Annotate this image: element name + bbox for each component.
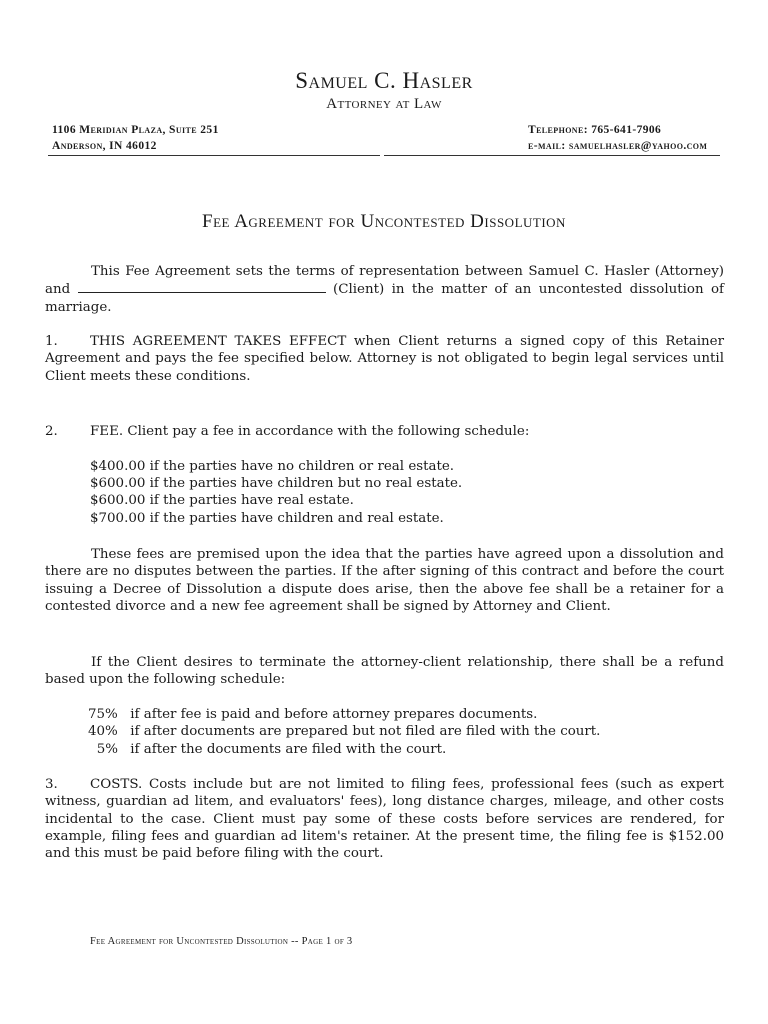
refund-schedule-item [88, 741, 446, 758]
fee-schedule-item: $700.00 if the parties have children and real estate. [90, 511, 444, 526]
document-title: Fee Agreement for Uncontested Dissolution [202, 211, 566, 232]
contact-block [528, 122, 707, 154]
section-1 [45, 333, 724, 385]
section-text: FEE. Client pay a fee in accordance with the following schedule: [90, 424, 530, 439]
intro-paragraph [45, 263, 724, 316]
refund-text: if after the documents are filed with the court. [130, 742, 447, 757]
fee-schedule-item: $600.00 if the parties have real estate. [90, 493, 354, 508]
refund-schedule-item [88, 706, 537, 723]
intro-text-part1: This Fee Agreement sets the terms of representation between Samuel C. Hasler (Attorney) and [45, 264, 724, 298]
telephone: Telephone: 765-641-7906 [528, 124, 662, 136]
refund-text: if after documents are prepared but not filed are filed with the court. [130, 724, 601, 739]
address-line-2: Anderson, IN 46012 [52, 140, 157, 152]
refund-percent: 5% [96, 742, 118, 757]
client-name-blank [78, 280, 326, 293]
refund-percent: 40% [88, 724, 118, 739]
section-2 [45, 423, 724, 440]
refund-text: if after fee is paid and before attorney prepares documents. [130, 707, 538, 722]
fee-schedule-item: $400.00 if the parties have no children or real estate. [90, 459, 455, 474]
section-number: 1. [45, 334, 58, 349]
letterhead-divider-left [48, 155, 380, 156]
refund-paragraph: If the Client desires to terminate the attorney-client relationship, there shall be a refund based upon the following schedule: [45, 655, 724, 688]
letterhead-subtitle: Attorney at Law [326, 96, 442, 112]
premise-paragraph: These fees are premised upon the idea that the parties have agreed upon a dissolution and there are no disputes between the parties. If the after signing of this contract and before the court issuing a Decree of Dissolution a dispute does arise, then the above fee shall be a retainer for a contested divorce and a new fee agreement shall be signed by Attorney and Client. [45, 547, 724, 614]
letterhead-name: Samuel C. Hasler [295, 68, 473, 93]
refund-schedule-item [88, 723, 600, 740]
page-footer: Fee Agreement for Uncontested Dissolution -- Page 1 of 3 [90, 936, 353, 947]
section-text: COSTS. Costs include but are not limited to filing fees, professional fees (such as expert witness, guardian ad litem, and evaluators' fees), long distance charges, mileage, and other costs incidental to the case. Client must pay some of these costs before services are rendered, for example, filing fees and guardian ad litem's retainer. At the present time, the filing fee is $152.00 and this must be paid before filing with the court. [45, 777, 724, 862]
address-block [52, 122, 219, 154]
intro-text-part2: (Client) in the matter of an uncontested dissolution of marriage. [45, 282, 724, 315]
section-number: 3. [45, 777, 58, 792]
letterhead-divider-right [384, 155, 720, 156]
section-text: THIS AGREEMENT TAKES EFFECT when Client returns a signed copy of this Retainer Agreement and pays the fee specified below. Attorney is not obligated to begin legal services until Client meets these conditions. [45, 334, 724, 384]
refund-percent: 75% [88, 707, 118, 722]
section-number: 2. [45, 424, 58, 439]
section-3 [45, 776, 724, 862]
email: e-mail: samuelhasler@yahoo.com [528, 140, 708, 152]
address-line-1: 1106 Meridian Plaza, Suite 251 [52, 124, 219, 136]
fee-schedule-item: $600.00 if the parties have children but no real estate. [90, 476, 463, 491]
